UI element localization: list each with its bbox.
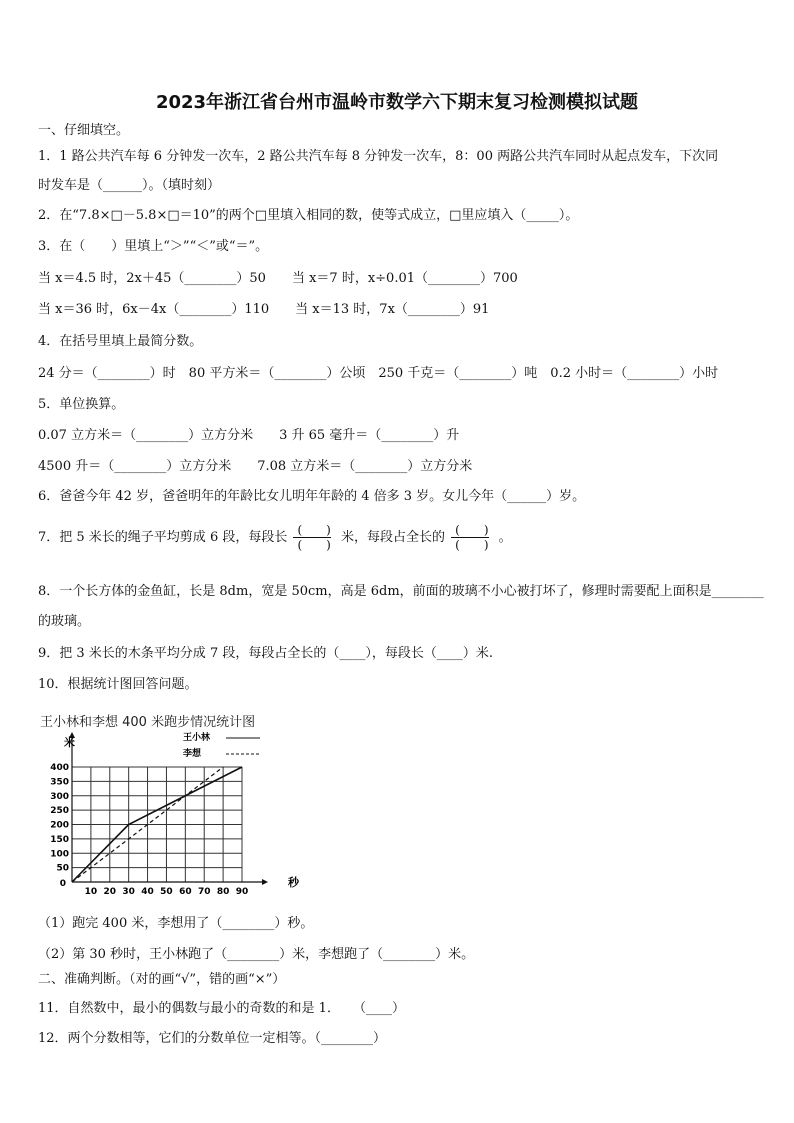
y-tick-label: 100 (50, 849, 69, 860)
question-6: 6．爸爸今年 42 岁，爸爸明年的年龄比女儿明年年龄的 4 倍多 3 岁。女儿今年（______）岁。 (38, 489, 586, 504)
chart-ticks (50, 763, 248, 897)
x-tick-label: 20 (103, 887, 117, 897)
y-tick-label: 250 (50, 806, 69, 817)
question-3-row1: 当 x＝4.5 时，2x＋45（________）50 当 x＝7 时，x÷0.01（________）700 (38, 271, 518, 286)
question-2: 2．在“7.8×□－5.8×□＝10”的两个□里填入相同的数，使等式成立，□里应填入（_____）。 (38, 208, 579, 223)
question-8-line1: 8．一个长方体的金鱼缸，长是 8dm，宽是 50cm，高是 6dm，前面的玻璃不小心被打坏了，修理时需要配上面积是________ (38, 584, 764, 599)
question-3: 3．在（ ）里填上“＞”“＜”或“＝”。 (38, 239, 269, 254)
question-7-text-c: 。 (498, 530, 512, 545)
question-10-1: （1）跑完 400 米，李想用了（________）秒。 (38, 916, 314, 931)
chart-legend (182, 731, 260, 759)
y-tick-label: 350 (50, 777, 69, 788)
question-9: 9．把 3 米长的木条平均分成 7 段，每段占全长的（____），每段长（____）米. (38, 646, 493, 661)
x-tick-label: 70 (197, 887, 211, 897)
question-11: 11．自然数中，最小的偶数与最小的奇数的和是 1． （____） (38, 1001, 405, 1016)
question-7-text-b: 米，每段占全长的 (341, 530, 446, 545)
y-tick-label: 300 (50, 791, 69, 802)
x-tick-label: 60 (179, 887, 192, 897)
question-4: 4．在括号里填上最简分数。 (38, 334, 203, 349)
fraction-blank-length (293, 524, 334, 551)
question-5-row2: 4500 升＝（________）立方分米 7.08 立方米＝（________）立方分米 (38, 459, 473, 474)
fraction-blank-share (451, 524, 492, 551)
fraction-denominator: ( ) (297, 538, 331, 552)
question-5: 5．单位换算。 (38, 397, 125, 412)
chart-grid (72, 767, 242, 882)
question-3-row2: 当 x＝36 时，6x－4x（________）110 当 x＝13 时，7x（________）91 (38, 302, 490, 317)
x-tick-label: 90 (235, 887, 249, 897)
fraction-numerator: ( ) (297, 523, 331, 537)
chart-title: 王小林和李想 400 米跑步情况统计图 (40, 715, 256, 730)
y-tick-label: 200 (50, 820, 69, 831)
question-7 (38, 524, 512, 551)
question-5-row1: 0.07 立方米＝（________）立方分米 3 升 65 毫升＝（________）升 (38, 428, 460, 443)
section-fill-blanks: 一、仔细填空。 (38, 123, 130, 138)
x-tick-label: 80 (216, 887, 230, 897)
question-4-row: 24 分＝（________）时 80 平方米＝（________）公顷 250 千克＝（________）吨 0.2 小时＝（________）小时 (38, 366, 719, 381)
fraction-denominator: ( ) (455, 538, 489, 552)
question-1-line2: 时发车是（______）。（填时刻） (38, 178, 221, 193)
question-8-line2: 的玻璃。 (38, 614, 91, 629)
question-10-2: （2）第 30 秒时，王小林跑了（________）米，李想跑了（________）米。 (38, 947, 475, 962)
question-7-text-a: 7．把 5 米长的绳子平均剪成 6 段，每段长 (38, 530, 288, 545)
y-tick-label: 150 (50, 834, 69, 845)
x-axis-arrow (262, 879, 268, 885)
x-tick-label: 30 (122, 887, 135, 897)
y-axis-label: 米 (64, 736, 75, 749)
question-12: 12．两个分数相等，它们的分数单位一定相等。（________） (38, 1031, 387, 1046)
y-tick-label: 400 (50, 763, 69, 773)
question-10: 10．根据统计图回答问题。 (38, 677, 198, 692)
x-tick-label: 10 (84, 887, 98, 897)
line-chart (38, 728, 308, 898)
y-tick-label: 50 (56, 863, 69, 874)
x-axis-label: 秒 (288, 876, 299, 889)
legend-label: 王小林 (183, 733, 211, 743)
page-title: 2023年浙江省台州市温岭市数学六下期末复习检测模拟试题 (155, 92, 639, 113)
legend-label: 李想 (183, 749, 202, 759)
x-tick-label: 50 (160, 887, 173, 897)
fraction-numerator: ( ) (455, 523, 489, 537)
x-tick-label: 0 (59, 879, 66, 889)
question-1-line1: 1．1 路公共汽车每 6 分钟发一次车，2 路公共汽车每 8 分钟发一次车，8：00 两路公共汽车同时从起点发车，下次同 (38, 149, 719, 164)
section-judgement: 二、准确判断。（对的画“√”，错的画“×”） (38, 972, 286, 987)
x-tick-label: 40 (141, 887, 154, 897)
